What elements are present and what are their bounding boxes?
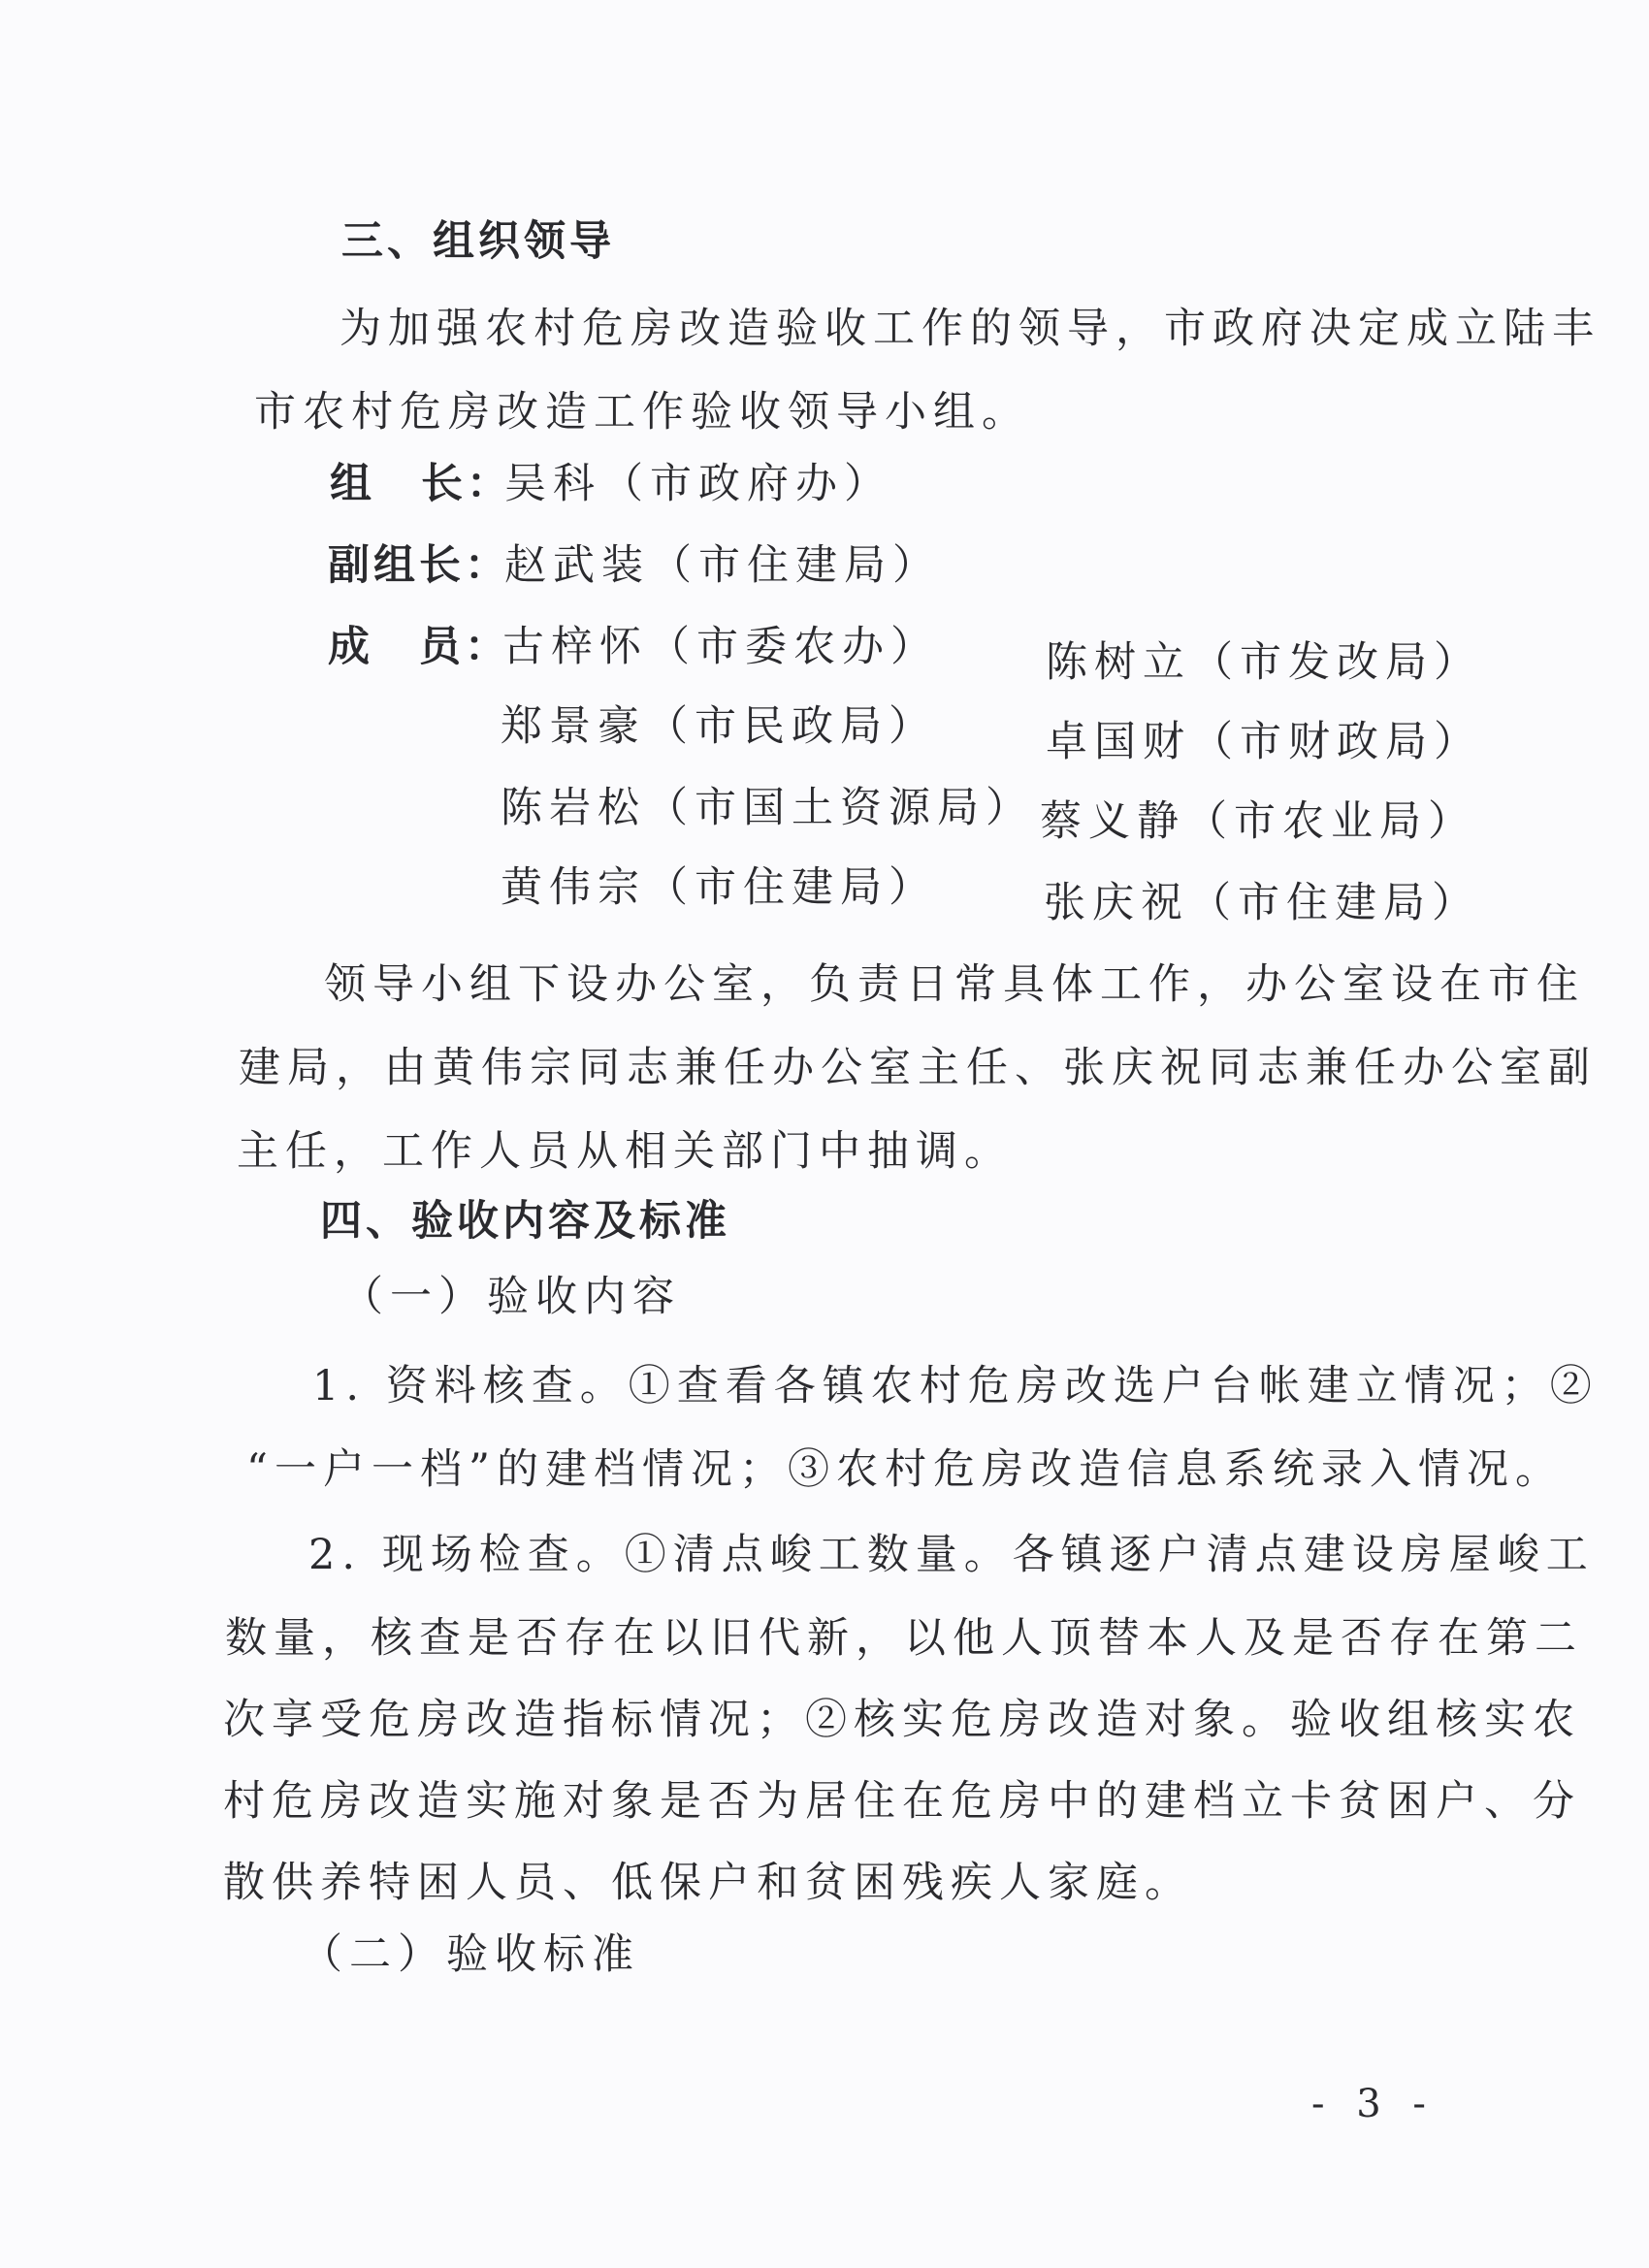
page-number: - 3 - bbox=[1311, 2082, 1436, 2126]
section3-intro-line2: 市农村危房改造工作验收领导小组。 bbox=[254, 388, 1030, 437]
member-right-3: 蔡义静（市农业局） bbox=[1040, 797, 1476, 846]
item2-line1: 2. 现场检查。①清点峻工数量。各镇逐户清点建设房屋峻工 bbox=[308, 1531, 1595, 1579]
office-line1: 领导小组下设办公室，负责日常具体工作，办公室设在市住 bbox=[324, 960, 1585, 1009]
item2-line5: 散供养特困人员、低保户和贫困残疾人家庭。 bbox=[223, 1859, 1193, 1907]
members-label: 成 员： bbox=[328, 623, 510, 671]
item1-line2: “一户一档”的建档情况；③农村危房改造信息系统录入情况。 bbox=[246, 1445, 1564, 1494]
leader-value: 吴科（市政府办） bbox=[504, 460, 892, 508]
deputy-value: 赵武装（市住建局） bbox=[504, 541, 941, 590]
member-right-4: 张庆祝（市住建局） bbox=[1044, 879, 1480, 927]
deputy-label: 副组长： bbox=[328, 541, 510, 590]
item2-line3: 次享受危房改造指标情况；②核实危房改造对象。验收组核实农 bbox=[223, 1696, 1581, 1744]
member-left-1: 古梓怀（市委农办） bbox=[502, 623, 939, 671]
section3-heading: 三、组织领导 bbox=[341, 217, 615, 266]
office-line3: 主任，工作人员从相关部门中抽调。 bbox=[237, 1127, 1013, 1176]
office-line2: 建局，由黄伟宗同志兼任办公室主任、张庆祝同志兼任办公室副 bbox=[239, 1044, 1597, 1092]
member-left-2: 郑景豪（市民政局） bbox=[501, 702, 937, 751]
sub1-heading: （一）验收内容 bbox=[341, 1273, 681, 1321]
leader-label: 组 长： bbox=[330, 460, 512, 508]
member-right-2: 卓国财（市财政局） bbox=[1046, 718, 1482, 766]
item2-line4: 村危房改造实施对象是否为居住在危房中的建档立卡贫困户、分 bbox=[223, 1777, 1581, 1826]
section4-heading: 四、验收内容及标准 bbox=[320, 1197, 730, 1246]
member-right-1: 陈树立（市发改局） bbox=[1046, 638, 1482, 687]
member-left-3: 陈岩松（市国土资源局） bbox=[501, 784, 1034, 832]
sub2-heading: （二）验收标准 bbox=[301, 1930, 640, 1979]
member-left-4: 黄伟宗（市住建局） bbox=[501, 863, 937, 912]
item1-line1: 1. 资料核查。①查看各镇农村危房改选户台帐建立情况；② bbox=[312, 1362, 1599, 1410]
section3-intro-line1: 为加强农村危房改造验收工作的领导，市政府决定成立陆丰 bbox=[340, 305, 1600, 353]
item2-line2: 数量，核查是否存在以旧代新，以他人顶替本人及是否存在第二 bbox=[225, 1614, 1583, 1663]
